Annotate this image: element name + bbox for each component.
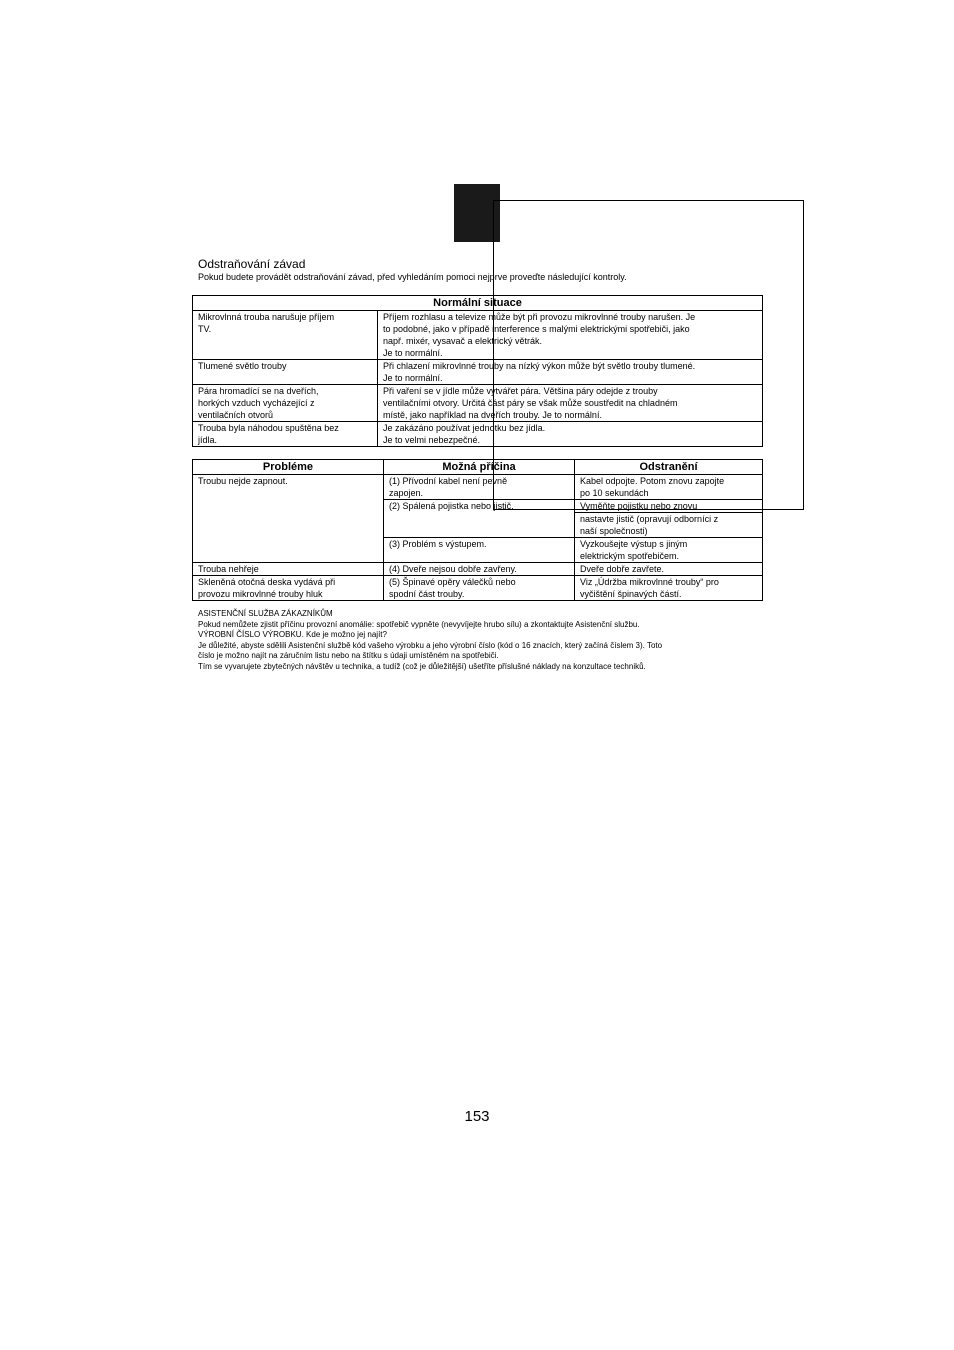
table-row xyxy=(193,360,763,385)
cause-cell: (5) Špinavé opěry válečků nebo spodní část trouby. xyxy=(384,576,575,601)
fix-cell: Vyzkoušejte výstup s jiným elektrickým spotřebičem. xyxy=(575,538,763,563)
table-row xyxy=(193,563,763,576)
situation-cell: Trouba byla náhodou spuštěna bez jídla. xyxy=(193,422,378,447)
service-heading: ASISTENČNÍ SLUŽBA ZÁKAZNÍKŮM xyxy=(198,609,333,618)
service-line: číslo je možno najít na záručním listu nebo na štítku s údaji umístěném na spotřebiči. xyxy=(198,651,499,661)
fix-cell: Dveře dobře zavřete. xyxy=(575,563,763,576)
cause-cell: (2) Spálená pojistka nebo jistič. xyxy=(384,500,575,538)
fix-cell: Vyměňte pojistku nebo znovu xyxy=(575,500,763,513)
fix-cell: Kabel odpojte. Potom znovu zapojte po 10 sekundách xyxy=(575,475,763,500)
table-row xyxy=(193,475,763,500)
section-title: Odstraňování závad xyxy=(198,257,306,271)
table-row xyxy=(193,311,763,360)
cause-header: Možná příčina xyxy=(384,460,575,475)
problem-cell: Skleněná otočná deska vydává při provozu mikrovlnné trouby hluk xyxy=(193,576,384,601)
situation-cell: Mikrovlnná trouba narušuje příjem TV. xyxy=(193,311,378,360)
fix-cell: Viz „Údržba mikrovlnné trouby“ pro vyčištění špinavých částí. xyxy=(575,576,763,601)
problem-header: Probléme xyxy=(193,460,384,475)
problem-cell: Trouba nehřeje xyxy=(193,563,384,576)
problem-cell: Troubu nejde zapnout. xyxy=(193,475,384,563)
table-row xyxy=(193,385,763,422)
problems-table xyxy=(192,459,763,601)
fix-header: Odstranění xyxy=(575,460,763,475)
customer-service-notes xyxy=(198,609,662,673)
cause-cell: (4) Dveře nejsou dobře zavřeny. xyxy=(384,563,575,576)
section-intro: Pokud budete provádět odstraňování závad, před vyhledáním pomoci nejprve proveďte následující kontroly. xyxy=(198,272,627,282)
cause-cell: (1) Přívodní kabel není pevně zapojen. xyxy=(384,475,575,500)
cause-cell: (3) Problém s výstupem. xyxy=(384,538,575,563)
situation-cell: Tlumené světlo trouby xyxy=(193,360,378,385)
explanation-cell: Při vaření se v jídle může vytvářet pára. Většina páry odejde z trouby ventilačními otvory. Určitá část páry se však může soustředit na chladném místě, jako například na dveřích trouby. Je to normální. xyxy=(378,385,763,422)
service-line: Tím se vyvarujete zbytečných návštěv u technika, a tudíž (což je důležitější) ušetříte příslušné náklady na konzultace techniků. xyxy=(198,661,646,671)
explanation-cell: Je zakázáno používat jednotku bez jídla. Je to velmi nebezpečné. xyxy=(378,422,763,447)
service-line: Pokud nemůžete zjistit příčinu provozní anomálie: spotřebič vypněte (nevyvíjejte hrubo sílu) a zkontaktujte Asistenční službu. xyxy=(198,619,640,629)
explanation-cell: Příjem rozhlasu a televize může být při provozu mikrovlnné trouby narušen. Je to podobné, jako v případě interference s malými elektrickými spotřebiči, jako např. mixér, vysavač a elektrický větrák. Je to normální. xyxy=(378,311,763,360)
service-line: VÝROBNÍ ČÍSLO VÝROBKU. Kde je možno jej najít? xyxy=(198,630,387,640)
page-number: 153 xyxy=(464,1108,490,1125)
service-line: Je důležité, abyste sdělili Asistenční službě kód vašeho výrobku a jeho výrobní číslo (kód o 16 znacích, který začíná číslem 3). Toto xyxy=(198,640,663,650)
explanation-cell: Při chlazení mikrovlnné trouby na nízký výkon může být světlo trouby tlumené. Je to normální. xyxy=(378,360,763,385)
table-row xyxy=(193,576,763,601)
situation-cell: Pára hromadící se na dveřích, horkých vzduch vycházející z ventilačních otvorů xyxy=(193,385,378,422)
table-row xyxy=(193,422,763,447)
normal-situations-table xyxy=(192,295,763,447)
fix-cell: nastavte jistič (opravují odborníci z naší společnosti) xyxy=(575,513,763,538)
normal-table-header: Normální situace xyxy=(193,296,763,311)
